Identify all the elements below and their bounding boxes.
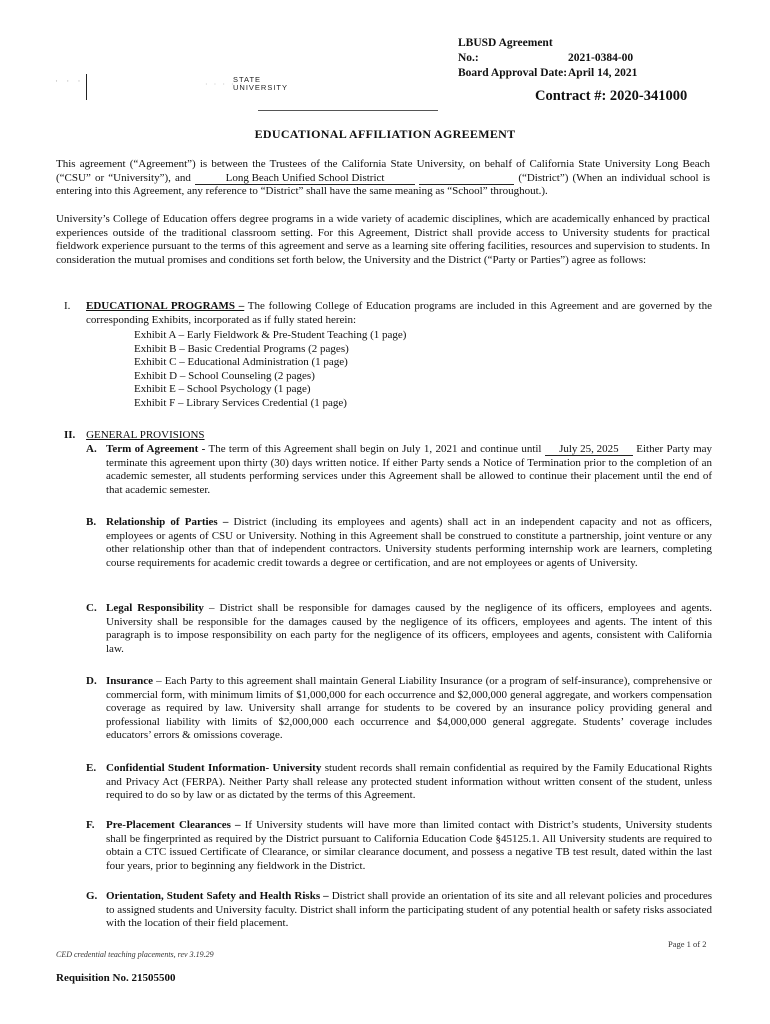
section-educational-programs	[64, 300, 712, 327]
provision-letter: F.	[86, 819, 95, 831]
provision-text: District shall provide an orientation of its site and all relevant policies and procedures to assigned students and University faculty. District shall inform the participating student of any potential health or safety risks associated with the location of their field placement.	[106, 890, 713, 930]
end-date-field: July 25, 2025	[545, 444, 633, 456]
approval-date: April 14, 2021	[568, 67, 638, 79]
logo-faint-text-icon: · · · · ·	[205, 80, 245, 89]
list-item: Exhibit D – School Counseling (2 pages)	[134, 369, 315, 382]
provision-letter: E.	[86, 762, 97, 774]
provision-letter: C.	[86, 602, 97, 614]
header-rule	[258, 110, 438, 111]
section-heading: EDUCATIONAL PROGRAMS –	[86, 300, 245, 312]
provision-text: If University students will have more than limited contact with District’s students, University students shall be fingerprinted as required by the District pursuant to California Education Code §45125.1. All University students are required to obtain a CTC issued Certificate of Clearance, or similar clearance document, and possess a negative TB test result, dated within the last four years, prior to beginning any fieldwork in the District.	[106, 819, 712, 872]
approval-date-label: Board Approval Date:	[458, 67, 568, 79]
provision-body	[106, 516, 712, 570]
agreement-no: 2021-0384-00	[568, 52, 634, 64]
provision-legal	[86, 602, 712, 656]
list-item: Exhibit A – Early Fieldwork & Pre-Student Teaching (1 page)	[134, 329, 407, 341]
contract-number: Contract #: 2020-341000	[535, 88, 688, 104]
agreement-no-label: LBUSD Agreement No.:	[458, 37, 553, 64]
provision-insurance	[86, 675, 712, 743]
provision-heading: Pre-Placement Clearances –	[106, 819, 241, 831]
provision-text: – Each Party to this agreement shall maintain General Liability Insurance (or a program of self-insurance), comprehensive or commercial form, with minimum limits of $1,000,000 for each occurrence and $2,000,000 general aggregate, and workers compensation coverage as required by law. University shall arrange for students to be covered by an insurance policy providing general and professional liability with limits of $2,000,000 each occurrence and $4,000,000 general aggregate. Students’ coverage includes educators’ errors & omissions coverage.	[106, 675, 712, 742]
list-item: Exhibit B – Basic Credential Programs (2 pages)	[134, 342, 349, 355]
provision-body	[106, 762, 712, 803]
intro-part2: (“District”) (When an individual school is entering into this Agreement, any reference to “District” shall have the same meaning as “School” throughout.).	[56, 171, 711, 198]
document-title: EDUCATIONAL AFFILIATION AGREEMENT	[254, 127, 516, 141]
intro-paragraph	[56, 158, 710, 199]
university-logo	[55, 72, 315, 102]
section-number: II.	[64, 429, 76, 441]
provision-confidential	[86, 762, 712, 803]
provision-relationship	[86, 516, 712, 570]
provision-orientation	[86, 890, 712, 931]
exhibit-list	[134, 329, 406, 411]
section-heading: GENERAL PROVISIONS	[86, 429, 205, 441]
provision-letter: A.	[86, 443, 97, 455]
provision-text: The term of this Agreement shall begin on July 1, 2021 and continue until	[208, 443, 542, 455]
provision-heading: Insurance	[106, 675, 154, 687]
requisition-number: Requisition No. 21505500	[56, 972, 176, 984]
provision-letter: D.	[86, 675, 97, 687]
college-paragraph: University’s College of Education offers degree programs in a wide variety of academic disciplines, which are academically enhanced by practical experiences outside of the traditional classroom setting. For this Agreement, District shall provide access to University students for practical fieldwork experience pursuant to the terms of this agreement and serve as a learning site offering facilities, resources and supervision to students. In consideration the mutual promises and conditions set forth below, the University and the District (“Party or Parties”) agree as follows:	[56, 213, 710, 266]
logo-wordmark	[233, 76, 288, 92]
provision-text: student records shall remain confidential as required by the Family Educational Rights and Privacy Act (FERPA). Neither Party shall release any protected student information without written consent of the student, unless required to do so by law or as dictated by the terms of this Agreement.	[106, 762, 713, 802]
provision-text-after: Either Party may terminate this agreement upon thirty (30) days written notice. If either Party sends a Notice of Termination prior to the completion of an academic semester, all students performing services under this Agreement shall be allowed to continue their placement until the end of that academic semester.	[106, 443, 713, 496]
provision-text: – District shall be responsible for damages caused by the negligence of its officers, employees and agents. University shall be responsible for the damages caused by the negligence of its officers, employees and agents. The intent of this paragraph is to impose responsibility on each party for the negligence of its officers, employees and agents, consistent with California law.	[106, 602, 712, 655]
provision-letter: B.	[86, 516, 97, 528]
provision-heading: Term of Agreement -	[106, 443, 206, 455]
logo-mark-icon: · · ·	[55, 76, 84, 86]
provision-heading: Confidential Student Information- University	[106, 762, 322, 774]
agreement-info	[458, 36, 637, 81]
list-item: Exhibit C – Educational Administration (1 page)	[134, 356, 348, 369]
section-number: I.	[64, 300, 71, 312]
provision-body	[106, 602, 712, 656]
provision-clearances	[86, 819, 712, 873]
provision-heading: Legal Responsibility	[106, 602, 204, 614]
district-name-field: Long Beach Unified School District	[195, 173, 415, 185]
logo-university: UNIVERSITY	[233, 83, 289, 92]
logo-divider	[86, 74, 87, 100]
logo-state: STATE	[233, 75, 262, 84]
provision-term	[86, 443, 712, 497]
provision-heading: Orientation, Student Safety and Health Risks –	[106, 890, 329, 902]
section-text: The following College of Education programs are included in this Agreement and are governed by the corresponding Exhibits, incorporated as if fully stated herein:	[86, 300, 712, 326]
blank-field	[419, 173, 514, 185]
provision-heading: Relationship of Parties –	[106, 516, 229, 528]
footer-note: CED credential teaching placements, rev 3.19.29	[56, 950, 214, 959]
intro-part1: This agreement (“Agreement”) is between the Trustees of the California State University, on behalf of California State University Long Beach (“CSU” or “University”), and	[56, 158, 710, 184]
provision-letter: G.	[86, 890, 98, 902]
provision-text: District (including its employees and agents) shall act in an independent capacity and not as officers, employees or agents of CSU or University. Nothing in this Agreement shall be construed to constitute a partnership, joint venture or any other relationship other than that of independent contractors. University students performing internship work are learners, completing course requirements for academic credit towards a degree or certification, and are not employees or agents of University.	[106, 516, 713, 569]
provision-body	[106, 443, 712, 497]
provision-body	[106, 675, 712, 743]
section-general-provisions	[64, 429, 205, 443]
list-item: Exhibit E – School Psychology (1 page)	[134, 383, 311, 396]
provision-body	[106, 819, 712, 873]
provision-body	[106, 890, 712, 931]
section-body	[86, 300, 712, 327]
page-number: Page 1 of 2	[668, 939, 707, 949]
list-item: Exhibit F – Library Services Credential (1 page)	[134, 396, 347, 409]
